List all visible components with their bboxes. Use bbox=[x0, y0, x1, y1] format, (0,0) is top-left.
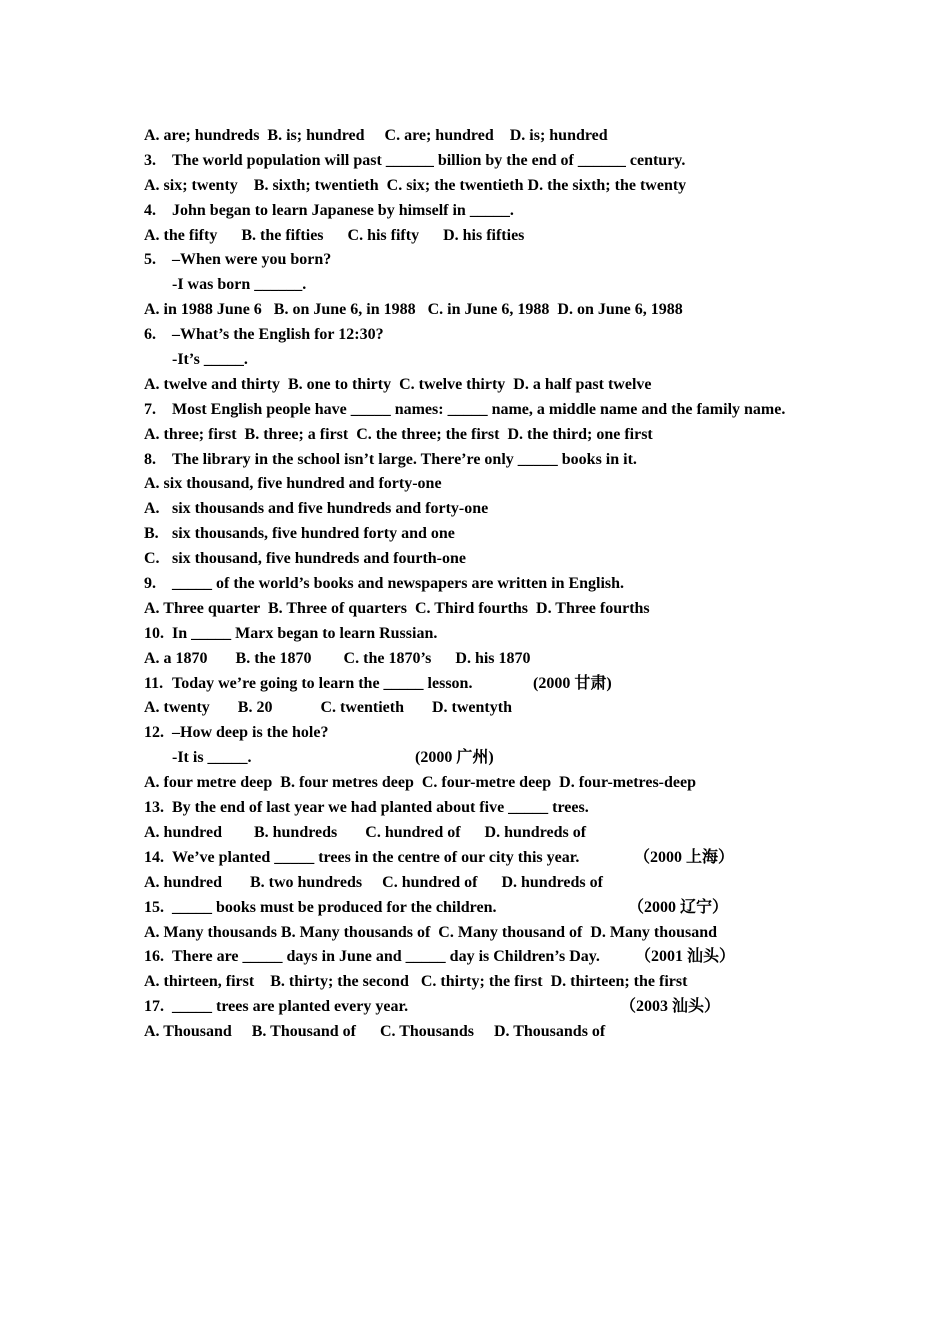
question-number: 14. bbox=[144, 848, 164, 866]
question-number: 15. bbox=[144, 898, 164, 916]
options-text: A. hundred B. two hundreds C. hundred of D. hundreds of bbox=[144, 873, 603, 891]
question-line bbox=[144, 945, 864, 970]
question-number: 3. bbox=[144, 151, 156, 169]
question-number: 4. bbox=[144, 201, 156, 219]
source-tag: (2000 广州) bbox=[415, 749, 494, 767]
question-text: John began to learn Japanese by himself in _____. bbox=[172, 201, 514, 219]
question-line bbox=[144, 896, 864, 921]
answer-text: -It is _____. bbox=[172, 749, 252, 767]
question-number: 11. bbox=[144, 674, 164, 692]
question-line bbox=[144, 572, 864, 597]
question-number: 10. bbox=[144, 624, 164, 642]
answer-line bbox=[144, 348, 864, 373]
options-line bbox=[144, 124, 864, 149]
question-line bbox=[144, 323, 864, 348]
options-text: A. thirteen, first B. thirty; the second C. thirty; the first D. thirteen; the first bbox=[144, 973, 688, 991]
options-text: A. twenty B. 20 C. twentieth D. twentyth bbox=[144, 699, 512, 717]
question-line bbox=[144, 522, 864, 547]
source-tag: （2000 上海） bbox=[634, 848, 735, 866]
answer-text: -It’s _____. bbox=[172, 351, 248, 369]
options-text: A. four metre deep B. four metres deep C. four-metre deep D. four-metres-deep bbox=[144, 774, 697, 792]
source-tag: （2001 汕头） bbox=[635, 948, 736, 966]
question-number: C. bbox=[144, 550, 160, 568]
question-number: 9. bbox=[144, 575, 156, 593]
question-text: –What’s the English for 12:30? bbox=[172, 326, 384, 344]
question-number: 6. bbox=[144, 326, 156, 344]
options-line bbox=[144, 771, 864, 796]
question-line bbox=[144, 199, 864, 224]
options-line bbox=[144, 821, 864, 846]
answer-text: -I was born ______. bbox=[172, 276, 307, 294]
question-text: The world population will past ______ billion by the end of ______ century. bbox=[172, 151, 686, 169]
answer-line bbox=[144, 273, 864, 298]
question-line bbox=[144, 248, 864, 273]
question-number: 17. bbox=[144, 998, 164, 1016]
question-text: _____ trees are planted every year. bbox=[172, 998, 409, 1016]
question-number: 12. bbox=[144, 724, 164, 742]
question-number: 13. bbox=[144, 799, 164, 817]
options-text: A. Many thousands B. Many thousands of C. Many thousand of D. Many thousand bbox=[144, 923, 718, 941]
options-text: A. are; hundreds B. is; hundred C. are; hundred D. is; hundred bbox=[144, 127, 608, 144]
options-line bbox=[144, 597, 864, 622]
question-line bbox=[144, 846, 864, 871]
question-number: B. bbox=[144, 525, 159, 543]
question-line bbox=[144, 721, 864, 746]
options-line bbox=[144, 647, 864, 672]
options-line bbox=[144, 423, 864, 448]
question-line bbox=[144, 672, 864, 697]
options-text: A. in 1988 June 6 B. on June 6, in 1988 C. in June 6, 1988 D. on June 6, 1988 bbox=[144, 301, 683, 319]
question-text: –How deep is the hole? bbox=[172, 724, 329, 742]
options-text: A. six thousand, five hundred and forty-one bbox=[144, 475, 442, 493]
question-text: We’ve planted _____ trees in the centre of our city this year. bbox=[172, 848, 580, 866]
options-line bbox=[144, 224, 864, 249]
question-text: The library in the school isn’t large. There’re only _____ books in it. bbox=[172, 450, 637, 468]
question-text: six thousand, five hundreds and fourth-one bbox=[172, 550, 467, 568]
question-number: 8. bbox=[144, 450, 156, 468]
options-line bbox=[144, 696, 864, 721]
question-line bbox=[144, 448, 864, 473]
options-line bbox=[144, 970, 864, 995]
options-text: A. Thousand B. Thousand of C. Thousands D. Thousands of bbox=[144, 1023, 606, 1041]
question-text: six thousands and five hundreds and forty-one bbox=[172, 500, 489, 518]
options-line bbox=[144, 871, 864, 896]
question-number: 5. bbox=[144, 251, 156, 269]
question-text: –When were you born? bbox=[172, 251, 332, 269]
question-text: Most English people have _____ names: _____ name, a middle name and the family name. bbox=[172, 400, 786, 418]
options-line bbox=[144, 373, 864, 398]
question-text: _____ books must be produced for the children. bbox=[172, 898, 497, 916]
question-line bbox=[144, 622, 864, 647]
options-line bbox=[144, 472, 864, 497]
question-text: Today we’re going to learn the _____ lesson. bbox=[172, 674, 473, 692]
options-text: A. the fifty B. the fifties C. his fifty D. his fifties bbox=[144, 226, 525, 244]
options-text: A. three; first B. three; a first C. the three; the first D. the third; one first bbox=[144, 425, 653, 443]
source-tag: （2003 汕头） bbox=[620, 998, 721, 1016]
question-number: 16. bbox=[144, 948, 164, 966]
question-text: In _____ Marx began to learn Russian. bbox=[172, 624, 438, 642]
question-line bbox=[144, 995, 864, 1020]
options-line bbox=[144, 174, 864, 199]
question-line bbox=[144, 547, 864, 572]
options-text: A. Three quarter B. Three of quarters C. Third fourths D. Three fourths bbox=[144, 599, 650, 617]
options-text: A. six; twenty B. sixth; twentieth C. six; the twentieth D. the sixth; the twenty bbox=[144, 176, 687, 194]
source-tag: (2000 甘肃) bbox=[533, 674, 612, 692]
question-number: 7. bbox=[144, 400, 156, 418]
question-text: six thousands, five hundred forty and one bbox=[172, 525, 455, 543]
exercise-list bbox=[144, 124, 864, 1045]
answer-line bbox=[144, 746, 864, 771]
question-text: _____ of the world’s books and newspapers are written in English. bbox=[172, 575, 625, 593]
question-line bbox=[144, 398, 864, 423]
question-line bbox=[144, 149, 864, 174]
source-tag: （2000 辽宁） bbox=[628, 898, 729, 916]
options-text: A. hundred B. hundreds C. hundred of D. hundreds of bbox=[144, 823, 587, 841]
options-text: A. a 1870 B. the 1870 C. the 1870’s D. his 1870 bbox=[144, 649, 531, 667]
options-line bbox=[144, 298, 864, 323]
question-line bbox=[144, 796, 864, 821]
question-text: There are _____ days in June and _____ day is Children’s Day. bbox=[172, 948, 600, 966]
question-text: By the end of last year we had planted about five _____ trees. bbox=[172, 799, 589, 817]
options-line bbox=[144, 921, 864, 946]
options-line bbox=[144, 1020, 864, 1045]
options-text: A. twelve and thirty B. one to thirty C. twelve thirty D. a half past twelve bbox=[144, 375, 652, 393]
question-line bbox=[144, 497, 864, 522]
question-number: A. bbox=[144, 500, 160, 518]
